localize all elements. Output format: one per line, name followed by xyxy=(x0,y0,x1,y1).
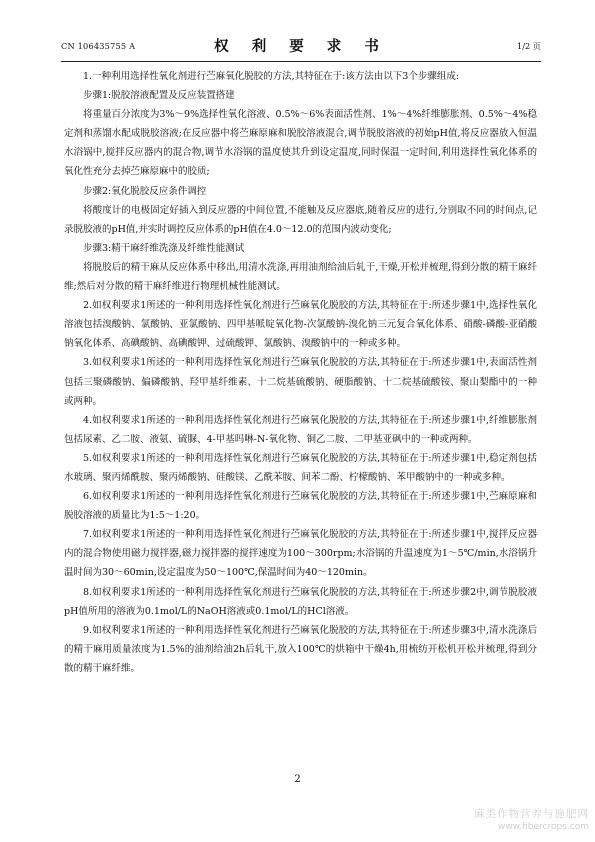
step-2-heading: 步骤2:氧化脱胶反应条件调控 xyxy=(83,185,207,197)
publication-number: CN 106435755 A xyxy=(61,41,136,51)
step-2-text: 将酸度计的电极固定好插入到反应器的中间位置,不能触及反应器底,随着反应的进行,分别取不同的时间点,记录脱胶液的pH值,并实时调控反应体系的pH值在4.0～12.0的范围内波动变化; xyxy=(64,204,537,235)
claim-8: 8.如权利要求1所述的一种利用选择性氧化剂进行苎麻氧化脱胶的方法,其特征在于:所述步骤2中,调节脱胶液pH值所用的溶液为0.1mol/L的NaOH溶液或0.1mol/L的HCl溶液。 xyxy=(64,586,537,617)
page-number: 2 xyxy=(294,774,301,785)
claim-6: 6.如权利要求1所述的一种利用选择性氧化剂进行苎麻氧化脱胶的方法,其特征在于:所述步骤1中,苎麻原麻和脱胶溶液的质量比为1:5～1:20。 xyxy=(64,491,537,522)
page-header xyxy=(61,33,541,59)
header-divider xyxy=(61,61,541,62)
claim-2: 2.如权利要求1所述的一种利用选择性氧化剂进行苎麻氧化脱胶的方法,其特征在于:所述步骤1中,选择性氧化溶液包括溴酸钠、氯酸钠、亚氯酸钠、四甲基哌啶氧化物-次氯酸钠-溴化钠三元复合氧化体系、硝酸-磷酸-亚硝酸钠氧化体系、高碘酸钠、高碘酸钾、过硫酸钾、氯酸钠、溴酸钠中的一种或多种。 xyxy=(64,300,537,350)
watermark xyxy=(474,808,589,834)
claim-1-paragraph: 1.一种利用选择性氧化剂进行苎麻氧化脱胶的方法,其特征在于:该方法由以下3个步骤组成: xyxy=(83,71,460,82)
claim-5: 5.如权利要求1所述的一种利用选择性氧化剂进行苎麻氧化脱胶的方法,其特征在于:所述步骤1中,稳定剂包括水玻璃、聚丙烯酰胺、聚丙烯酸钠、硅酸镁、乙酰苯胺、间苯二酚、柠檬酸钠、苯甲酸钠中的一种或多种。 xyxy=(64,452,537,483)
step-1-heading: 步骤1:脱胶溶液配置及反应装置搭建 xyxy=(83,90,235,102)
step-1-text: 将重量百分浓度为3%～9%选择性氧化溶液、0.5%～6%表面活性剂、1%～4%纤维膨胀剂、0.5%～4%稳定剂和蒸馏水配成脱胶溶液;在反应器中将苎麻原麻和脱胶溶液混合,调节脱胶溶液的初始pH值,将反应器放入恒温水浴锅中,搅拌反应器内的混合物,调节水浴锅的温度使其升到设定温度,同时保温一定时间,利用选择性氧化体系的氧化性充分去掉苎麻原麻中的胶质; xyxy=(64,109,537,178)
page-indicator: 1/2 页 xyxy=(517,41,541,51)
step-3-text: 将脱胶后的精干麻从反应体系中移出,用清水洗涤,再用油剂给油后轧干,干燥,开松并梳理,得到分散的精干麻纤维;然后对分散的精干麻纤维进行物理机械性能测试。 xyxy=(64,261,537,293)
claim-7: 7.如权利要求1所述的一种利用选择性氧化剂进行苎麻氧化脱胶的方法,其特征在于:所述步骤1中,搅拌反应器内的混合物使用磁力搅拌器,磁力搅拌器的搅拌速度为100～300rpm;水浴锅的升温速度为1～5℃/min,水浴锅升温时间为30～60min,设定温度为50～100℃,保温时间为40～120min。 xyxy=(64,529,537,579)
claim-3: 3.如权利要求1所述的一种利用选择性氧化剂进行苎麻氧化脱胶的方法,其特征在于:所述步骤1中,表面活性剂包括三聚磷酸钠、偏磷酸钠、羟甲基纤维素、十二烷基硫酸钠、硬脂酸钠、十二烷基硫酸铵、聚山梨酯中的一种或两种。 xyxy=(64,357,537,407)
watermark-site-name: 麻类作物营养与施肥网 xyxy=(474,808,589,820)
step-3-heading: 步骤3:精干麻纤维洗涤及纤维性能测试 xyxy=(83,242,245,254)
claims-body xyxy=(64,67,537,678)
claim-4: 4.如权利要求1所述的一种利用选择性氧化剂进行苎麻氧化脱胶的方法,其特征在于:所述步骤1中,纤维膨胀剂包括尿素、乙二胺、液氨、硫脲、4-甲基吗啉-N-氧化物、铜乙二胺、二甲基亚砜中的一种或两种。 xyxy=(64,414,537,445)
watermark-url: www.fibercrops.com xyxy=(498,822,589,832)
claim-9: 9.如权利要求1所述的一种利用选择性氧化剂进行苎麻氧化脱胶的方法,其特征在于:所述步骤3中,清水洗涤后的精干麻用质量浓度为1.5%的油剂给油2h后轧干,放入100℃的烘箱中干燥4h,用梳纺开松机开松并梳理,得到分散的精干麻纤维。 xyxy=(64,624,537,674)
document-title: 权 利 要 求 书 xyxy=(214,38,388,55)
